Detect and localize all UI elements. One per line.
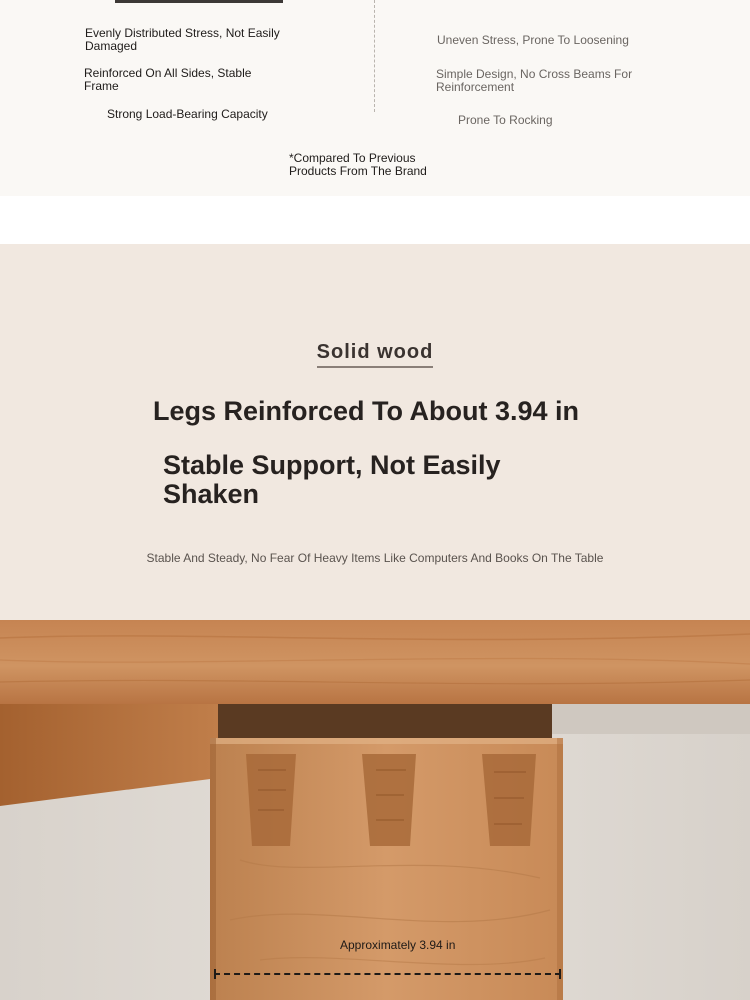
measurement-line <box>214 973 561 975</box>
new-point: Reinforced On All Sides, Stable Frame <box>84 66 252 93</box>
old-point: Uneven Stress, Prone To Loosening <box>437 33 629 47</box>
new-point: Evenly Distributed Stress, Not Easily Damaged <box>85 26 280 53</box>
comparison-divider <box>374 0 375 112</box>
description: Stable And Steady, No Fear Of Heavy Items Like Computers And Books On The Table <box>146 551 604 565</box>
old-point: Prone To Rocking <box>458 113 553 127</box>
header-bar <box>115 0 283 3</box>
old-point: Simple Design, No Cross Beams For Reinforcement <box>436 67 633 94</box>
comparison-section <box>0 0 750 196</box>
headline: Legs Reinforced To About 3.94 in <box>153 396 580 426</box>
measurement-label: Approximately 3.94 in <box>340 938 456 952</box>
comparison-note: *Compared To Previous Products From The Brand <box>289 151 427 178</box>
new-point: Strong Load-Bearing Capacity <box>107 107 268 121</box>
section-gap <box>0 196 750 244</box>
section-tag <box>0 341 750 368</box>
section-tag-label: Solid wood <box>317 341 434 368</box>
intro-section <box>0 244 750 620</box>
subheadline: Stable Support, Not Easily Shaken <box>163 450 501 509</box>
